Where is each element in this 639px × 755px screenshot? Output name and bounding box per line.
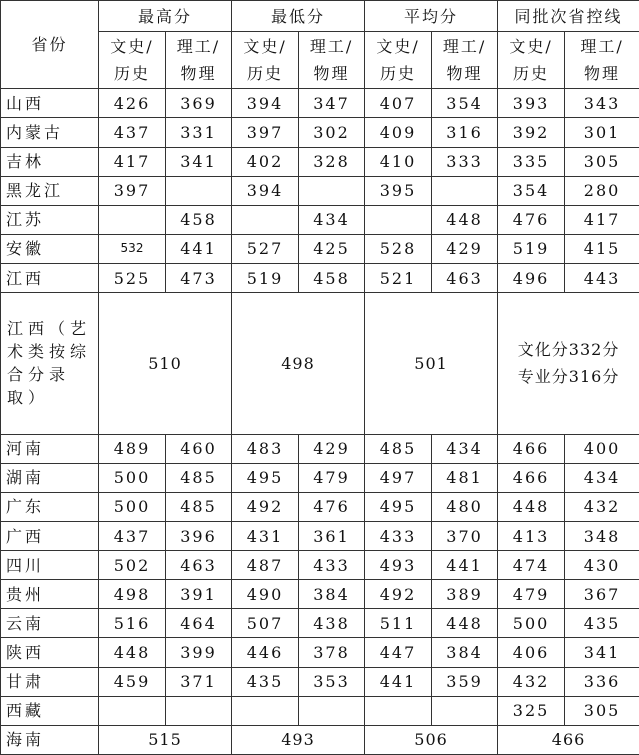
score-cell: 302	[299, 118, 365, 147]
subheader-line: 物理	[180, 64, 217, 84]
province-cell: 安徽	[1, 234, 99, 263]
group-header-max: 最高分	[99, 1, 232, 32]
score-cell: 347	[299, 89, 365, 118]
province-cell: 湖南	[1, 463, 99, 492]
score-cell: 433	[299, 551, 365, 580]
table-row	[1, 492, 639, 521]
score-cell: 361	[299, 521, 365, 550]
score-cell: 341	[166, 147, 232, 176]
subheader-line: 文史/	[110, 37, 154, 57]
score-cell: 434	[565, 463, 639, 492]
subheader-cell	[99, 32, 166, 89]
score-cell: 429	[299, 434, 365, 463]
score-cell: 495	[365, 492, 432, 521]
score-cell: 495	[232, 463, 299, 492]
score-cell: 400	[565, 434, 639, 463]
score-cell: 432	[565, 492, 639, 521]
province-cell: 四川	[1, 551, 99, 580]
subheader-cell	[299, 32, 365, 89]
score-cell: 429	[432, 234, 498, 263]
score-cell: 391	[166, 580, 232, 609]
province-cell: 河南	[1, 434, 99, 463]
score-cell: 435	[565, 609, 639, 638]
score-cell: 378	[299, 638, 365, 667]
score-cell: 519	[232, 263, 299, 292]
score-cell: 397	[99, 176, 166, 205]
score-cell: 413	[498, 521, 565, 550]
subheader-cell	[166, 32, 232, 89]
score-cell	[99, 696, 166, 725]
province-cell: 陕西	[1, 638, 99, 667]
subheader-line: 物理	[313, 64, 350, 84]
table-row	[1, 263, 639, 292]
score-cell: 525	[99, 263, 166, 292]
score-cell-merged: 493	[232, 725, 365, 754]
score-cell: 447	[365, 638, 432, 667]
score-cell: 341	[565, 638, 639, 667]
score-cell: 325	[498, 696, 565, 725]
score-cell: 502	[99, 551, 166, 580]
province-cell: 内蒙古	[1, 118, 99, 147]
score-cell: 466	[498, 434, 565, 463]
score-cell: 474	[498, 551, 565, 580]
table-row-art	[1, 293, 639, 435]
score-cell: 333	[432, 147, 498, 176]
score-cell: 367	[565, 580, 639, 609]
score-cell: 359	[432, 667, 498, 696]
subheader-cell	[498, 32, 565, 89]
province-cell: 江苏	[1, 205, 99, 234]
subheader-line: 文史/	[243, 37, 287, 57]
score-cell-merged: 466	[498, 725, 639, 754]
province-cell: 江西	[1, 263, 99, 292]
score-cell: 463	[432, 263, 498, 292]
score-cell: 407	[365, 89, 432, 118]
score-cell: 507	[232, 609, 299, 638]
table-row	[1, 551, 639, 580]
table-row	[1, 521, 639, 550]
score-cell: 485	[365, 434, 432, 463]
score-cell: 459	[99, 667, 166, 696]
province-cell: 海南	[1, 725, 99, 754]
score-cell: 410	[365, 147, 432, 176]
score-cell: 479	[498, 580, 565, 609]
province-cell: 吉林	[1, 147, 99, 176]
score-cell: 435	[232, 667, 299, 696]
subheader-cell	[365, 32, 432, 89]
score-cell: 394	[232, 89, 299, 118]
score-cell	[432, 696, 498, 725]
score-cell: 409	[365, 118, 432, 147]
score-cell: 458	[166, 205, 232, 234]
score-cell: 481	[432, 463, 498, 492]
score-cell: 527	[232, 234, 299, 263]
score-cell: 441	[432, 551, 498, 580]
subheader-line: 历史	[247, 64, 284, 84]
table-row	[1, 638, 639, 667]
score-cell: 485	[166, 492, 232, 521]
score-cell: 500	[99, 463, 166, 492]
score-cell	[166, 176, 232, 205]
score-cell: 448	[432, 205, 498, 234]
score-cell: 519	[498, 234, 565, 263]
score-cell	[365, 696, 432, 725]
score-cell: 437	[99, 521, 166, 550]
score-cell: 492	[365, 580, 432, 609]
province-cell: 甘肃	[1, 667, 99, 696]
subheader-line: 理工/	[442, 37, 487, 57]
province-cell: 西藏	[1, 696, 99, 725]
score-cell: 369	[166, 89, 232, 118]
score-cell: 464	[166, 609, 232, 638]
score-cell: 384	[299, 580, 365, 609]
score-cell: 353	[299, 667, 365, 696]
score-cell: 371	[166, 667, 232, 696]
subheader-line: 历史	[380, 64, 417, 84]
score-cell: 516	[99, 609, 166, 638]
score-cell: 490	[232, 580, 299, 609]
score-cell: 397	[232, 118, 299, 147]
score-cell: 393	[498, 89, 565, 118]
score-cell: 443	[565, 263, 639, 292]
subheader-line: 理工/	[580, 37, 624, 57]
score-cell: 498	[99, 580, 166, 609]
score-cell-merged: 515	[99, 725, 232, 754]
province-cell: 贵州	[1, 580, 99, 609]
subheader-cell	[565, 32, 639, 89]
province-header: 省份	[1, 1, 99, 89]
province-cell: 广西	[1, 521, 99, 550]
subheader-line: 物理	[446, 64, 483, 84]
score-cell	[299, 176, 365, 205]
score-cell: 476	[498, 205, 565, 234]
subheader-line: 理工/	[309, 37, 354, 57]
table-row	[1, 609, 639, 638]
score-cell: 354	[432, 89, 498, 118]
score-cell: 479	[299, 463, 365, 492]
score-cell: 402	[232, 147, 299, 176]
score-cell-min: 498	[232, 293, 365, 435]
score-cell: 348	[565, 521, 639, 550]
score-cell: 528	[365, 234, 432, 263]
score-cell: 396	[166, 521, 232, 550]
score-cell: 331	[166, 118, 232, 147]
score-cell: 492	[232, 492, 299, 521]
score-cell: 336	[565, 667, 639, 696]
score-cell: 417	[565, 205, 639, 234]
score-cell: 384	[432, 638, 498, 667]
header-row-groups	[1, 1, 639, 32]
score-cell: 483	[232, 434, 299, 463]
province-cell: 广东	[1, 492, 99, 521]
score-cell: 497	[365, 463, 432, 492]
score-cell: 434	[432, 434, 498, 463]
score-cell: 432	[498, 667, 565, 696]
score-cell: 466	[498, 463, 565, 492]
score-cell: 463	[166, 551, 232, 580]
score-cell-avg: 501	[365, 293, 498, 435]
score-cell: 500	[99, 492, 166, 521]
score-cell: 415	[565, 234, 639, 263]
score-cell: 394	[232, 176, 299, 205]
score-cell: 370	[432, 521, 498, 550]
subheader-line: 理工/	[176, 37, 221, 57]
table-row	[1, 118, 639, 147]
province-cell: 江西（艺术类按综合分录取）	[1, 293, 99, 435]
score-cell	[166, 696, 232, 725]
group-header-min: 最低分	[232, 1, 365, 32]
score-cell: 392	[498, 118, 565, 147]
score-cell: 354	[498, 176, 565, 205]
table-row	[1, 434, 639, 463]
score-cell: 521	[365, 263, 432, 292]
score-cell: 493	[365, 551, 432, 580]
table-row	[1, 147, 639, 176]
table-row	[1, 696, 639, 725]
subheader-line: 物理	[584, 64, 621, 84]
score-cell: 476	[299, 492, 365, 521]
score-cell: 280	[565, 176, 639, 205]
province-cell: 山西	[1, 89, 99, 118]
score-cell: 305	[565, 147, 639, 176]
score-cell: 485	[166, 463, 232, 492]
score-cell: 417	[99, 147, 166, 176]
subheader-cell	[232, 32, 299, 89]
subheader-line: 历史	[113, 64, 150, 84]
province-cell: 黑龙江	[1, 176, 99, 205]
score-cell: 460	[166, 434, 232, 463]
score-cell: 441	[166, 234, 232, 263]
score-cell: 316	[432, 118, 498, 147]
score-cell: 496	[498, 263, 565, 292]
table-row	[1, 234, 639, 263]
score-cell: 426	[99, 89, 166, 118]
score-cell: 473	[166, 263, 232, 292]
score-cell: 441	[365, 667, 432, 696]
score-cell	[365, 205, 432, 234]
subheader-cell	[432, 32, 498, 89]
score-cell: 431	[232, 521, 299, 550]
score-cell-control-line	[498, 293, 639, 435]
score-cell	[232, 205, 299, 234]
table-row	[1, 667, 639, 696]
score-cell: 532	[99, 234, 166, 263]
score-cell-max: 510	[99, 293, 232, 435]
specialty-score: 专业分316分	[517, 367, 620, 387]
score-cell: 500	[498, 609, 565, 638]
table-row	[1, 89, 639, 118]
score-cell: 343	[565, 89, 639, 118]
score-cell-merged: 506	[365, 725, 498, 754]
table-row-hainan	[1, 725, 639, 754]
score-cell: 487	[232, 551, 299, 580]
score-cell: 425	[299, 234, 365, 263]
group-header-avg: 平均分	[365, 1, 498, 32]
table-row	[1, 463, 639, 492]
table-row	[1, 176, 639, 205]
score-cell	[432, 176, 498, 205]
score-cell: 458	[299, 263, 365, 292]
score-cell: 395	[365, 176, 432, 205]
score-cell: 434	[299, 205, 365, 234]
score-cell: 399	[166, 638, 232, 667]
subheader-line: 文史/	[376, 37, 420, 57]
table-row	[1, 205, 639, 234]
table-body	[1, 1, 639, 755]
table-row	[1, 580, 639, 609]
subheader-line: 文史/	[509, 37, 553, 57]
score-cell	[99, 205, 166, 234]
score-cell: 335	[498, 147, 565, 176]
score-cell: 433	[365, 521, 432, 550]
score-cell: 438	[299, 609, 365, 638]
score-cell: 448	[498, 492, 565, 521]
score-cell: 448	[432, 609, 498, 638]
culture-score: 文化分332分	[517, 340, 620, 360]
province-cell: 云南	[1, 609, 99, 638]
score-cell: 406	[498, 638, 565, 667]
score-cell: 489	[99, 434, 166, 463]
score-cell: 430	[565, 551, 639, 580]
score-cell	[232, 696, 299, 725]
group-header-control-line: 同批次省控线	[498, 1, 639, 32]
score-cell: 305	[565, 696, 639, 725]
score-cell	[299, 696, 365, 725]
score-cell: 511	[365, 609, 432, 638]
score-cell: 437	[99, 118, 166, 147]
score-cell: 480	[432, 492, 498, 521]
score-cell: 389	[432, 580, 498, 609]
score-cell: 446	[232, 638, 299, 667]
score-cell: 301	[565, 118, 639, 147]
score-cell: 328	[299, 147, 365, 176]
score-cell: 448	[99, 638, 166, 667]
subheader-line: 历史	[513, 64, 550, 84]
